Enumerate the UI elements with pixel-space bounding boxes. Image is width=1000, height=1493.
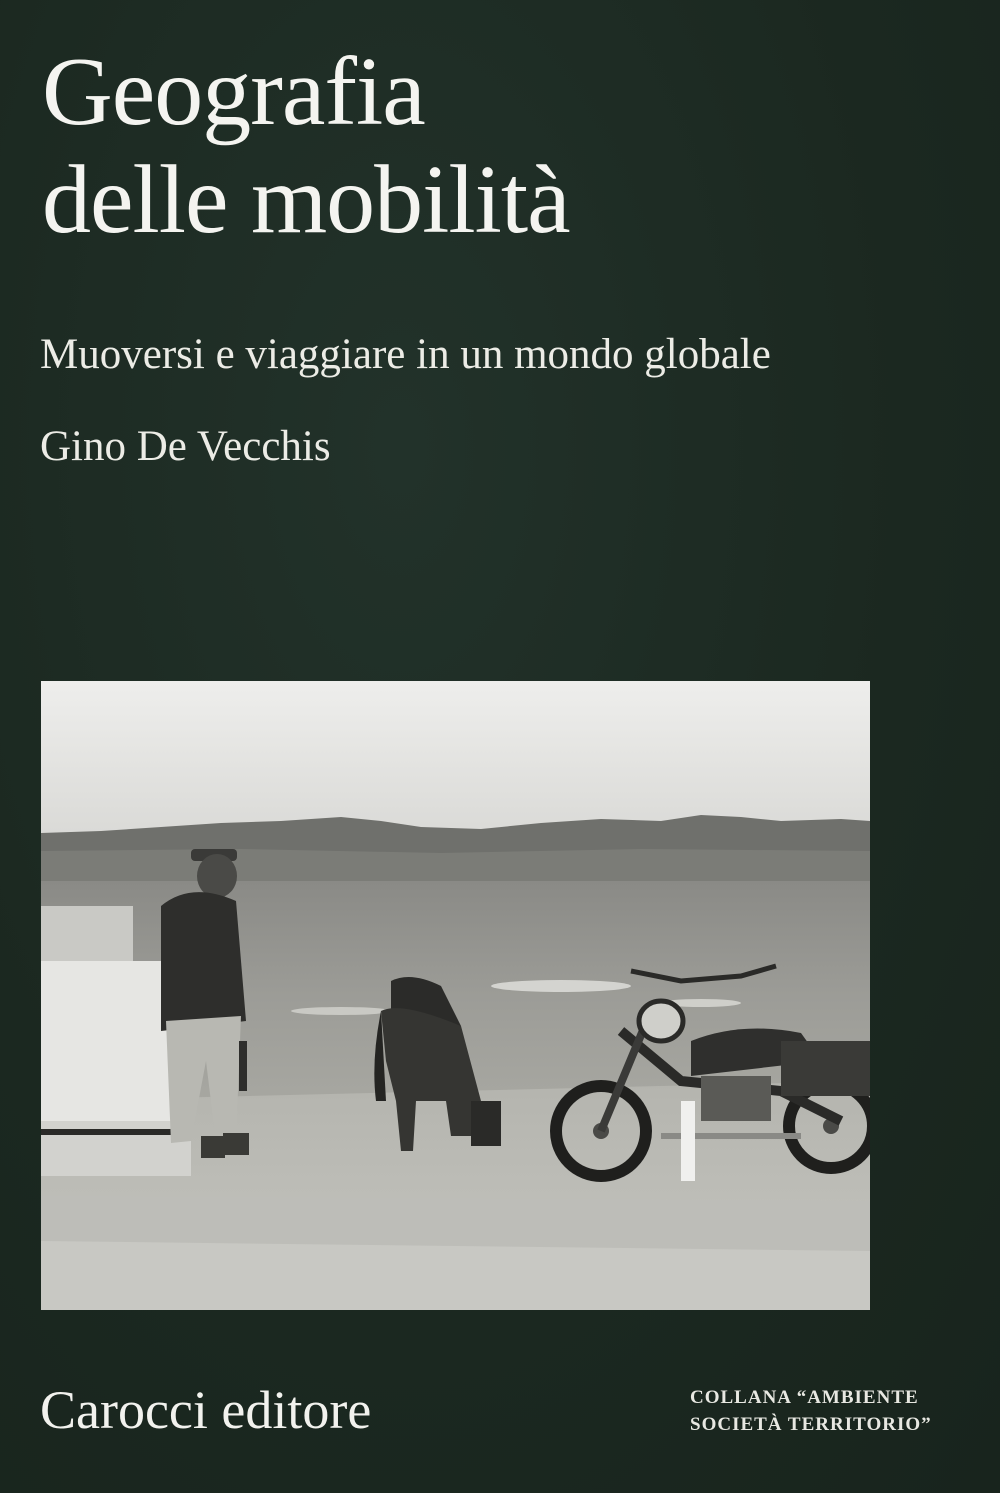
sky (41, 681, 870, 841)
book-author: Gino De Vecchis (40, 423, 331, 470)
book-subtitle: Muoversi e viaggiare in un mondo globale (40, 331, 771, 378)
book-title (42, 38, 570, 254)
cover-photo (41, 681, 870, 1310)
publisher-name: Carocci editore (40, 1380, 372, 1440)
title-line-1: Geografia (42, 38, 425, 146)
sign-block (41, 906, 133, 966)
series-line-1: COLLANA “AMBIENTE (690, 1387, 919, 1408)
white-post (681, 1101, 695, 1181)
series-line-2: SOCIETÀ TERRITORIO” (690, 1414, 932, 1435)
title-line-2: delle mobilità (42, 146, 570, 254)
cover-photo-illustration (41, 681, 870, 1310)
series-name (690, 1384, 932, 1438)
